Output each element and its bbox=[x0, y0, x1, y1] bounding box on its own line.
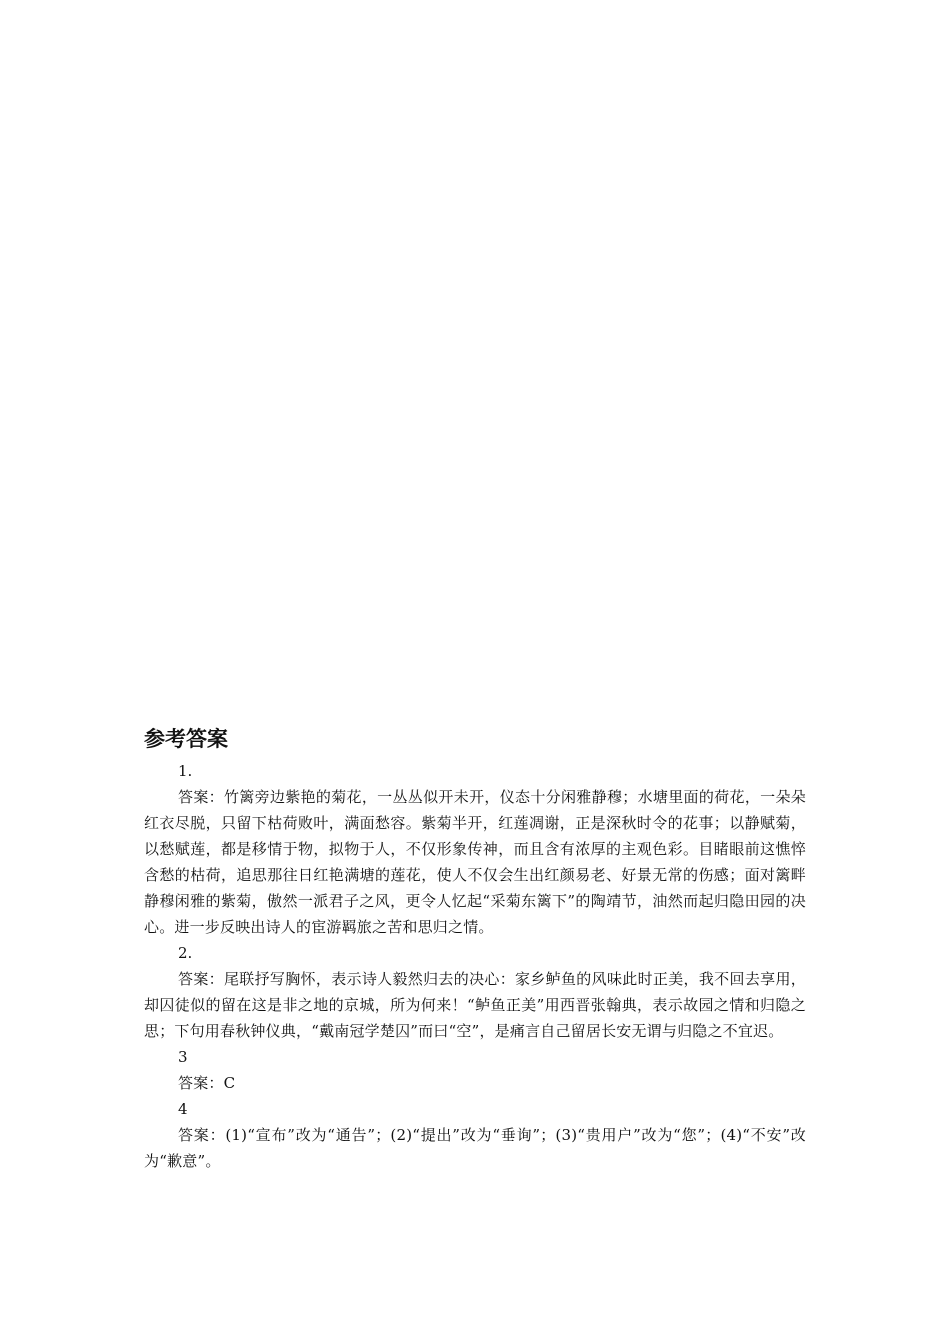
item-4-number: 4 bbox=[178, 1100, 188, 1118]
item-2-number: 2. bbox=[178, 944, 193, 962]
item-1-answer: 答案：竹篱旁边紫艳的菊花，一丛丛似开未开，仪态十分闲雅静穆；水塘里面的荷花，一朵朵红衣尽脱，只留下枯荷败叶，满面愁容。紫菊半开，红莲凋谢，正是深秋时令的花事；以静赋菊，以愁赋莲，都是移情于物，拟物于人，不仅形象传神，而且含有浓厚的主观色彩。目睹眼前这憔悴含愁的枯荷，追思那往日红艳满塘的莲花，使人不仅会生出红颜易老、好景无常的伤感；面对篱畔静穆闲雅的紫菊，傲然一派君子之风，更令人忆起“采菊东篱下”的陶靖节，油然而起归隐田园的决心。进一步反映出诗人的宦游羁旅之苦和思归之情。 bbox=[144, 788, 806, 936]
item-4-answer: 答案：(1)“宣布”改为“通告”；(2)“提出”改为“垂询”；(3)“贵用户”改为“您”；(4)“不安”改为“歉意”。 bbox=[144, 1126, 806, 1170]
item-3-answer: 答案：C bbox=[178, 1074, 236, 1092]
item-1-number: 1. bbox=[178, 762, 193, 780]
section-heading: 参考答案 bbox=[144, 727, 228, 751]
item-2-answer: 答案：尾联抒写胸怀，表示诗人毅然归去的决心：家乡鲈鱼的风味此时正美，我不回去享用，却囚徒似的留在这是非之地的京城，所为何来！“鲈鱼正美”用西晋张翰典，表示故园之情和归隐之思；下句用春秋钟仪典，“戴南冠学楚囚”而曰“空”，是痛言自己留居长安无谓与归隐之不宜迟。 bbox=[144, 970, 806, 1040]
answer-section bbox=[144, 724, 806, 1174]
item-3-number: 3 bbox=[178, 1048, 188, 1066]
